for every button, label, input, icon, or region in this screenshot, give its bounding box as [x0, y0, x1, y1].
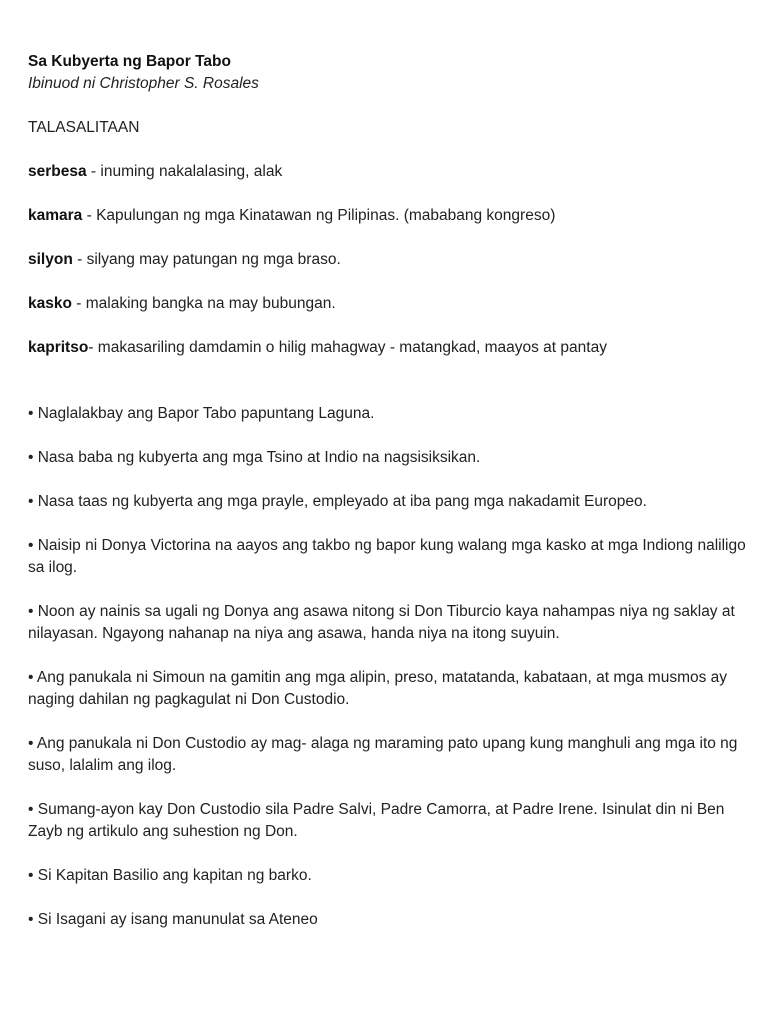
summary-bullet: • Si Isagani ay isang manunulat sa Ateneo — [28, 911, 318, 928]
vocab-definition: inuming nakalalasing, alak — [100, 163, 283, 180]
vocab-term: kasko — [28, 295, 72, 312]
vocab-term: kamara — [28, 207, 83, 224]
document-page — [28, 51, 748, 931]
vocab-separator: - — [71, 295, 86, 312]
vocab-term: serbesa — [28, 163, 87, 180]
vocabulary-list — [28, 161, 748, 359]
vocab-entry — [28, 337, 748, 359]
summary-bullet: • Nasa baba ng kubyerta ang mga Tsino at Indio na nagsisiksikan. — [28, 449, 481, 466]
vocab-separator: - — [88, 339, 98, 356]
vocab-definition: silyang may patungan ng mga braso. — [86, 251, 341, 268]
summary-bullet: • Ang panukala ni Simoun na gamitin ang mga alipin, preso, matatanda, kabataan, at mga musmos ay naging dahilan ng pagkagulat ni Don Custodio. — [28, 669, 728, 708]
vocab-entry — [28, 205, 748, 227]
summary-bullet: • Naisip ni Donya Victorina na aayos ang takbo ng bapor kung walang mga kasko at mga Indiong naliligo sa ilog. — [28, 537, 746, 576]
document-title: Sa Kubyerta ng Bapor Tabo — [28, 53, 231, 70]
vocab-term: silyon — [28, 251, 73, 268]
summary-bullet: • Sumang-ayon kay Don Custodio sila Padre Salvi, Padre Camorra, at Padre Irene. Isinulat din ni Ben Zayb ng artikulo ang suhestion ng Don. — [28, 801, 725, 840]
summary-bullet: • Naglalakbay ang Bapor Tabo papuntang Laguna. — [28, 405, 375, 422]
summary-bullet: • Ang panukala ni Don Custodio ay mag- alaga ng maraming pato upang kung manghuli ang mga ito ng suso, lalalim ang ilog. — [28, 735, 738, 774]
summary-bullet: • Noon ay nainis sa ugali ng Donya ang asawa nitong si Don Tiburcio kaya nahampas niya ng saklay at nilayasan. Ngayong nahanap na niya ang asawa, handa niya na itong suyuin. — [28, 603, 735, 642]
vocab-separator: - — [82, 207, 97, 224]
vocab-definition: Kapulungan ng mga Kinatawan ng Pilipinas. (mababang kongreso) — [96, 207, 556, 224]
vocab-entry — [28, 161, 748, 183]
summary-bullet: • Si Kapitan Basilio ang kapitan ng barko. — [28, 867, 312, 884]
vocab-term: kapritso — [28, 339, 89, 356]
vocab-separator: - — [86, 163, 101, 180]
vocab-separator: - — [72, 251, 87, 268]
vocab-definition: makasariling damdamin o hilig mahagway - matangkad, maayos at pantay — [97, 339, 607, 356]
vocab-entry — [28, 249, 748, 271]
vocab-definition: malaking bangka na may bubungan. — [85, 295, 336, 312]
summary-bullet-list — [28, 403, 748, 931]
vocab-entry — [28, 293, 748, 315]
document-author: Ibinuod ni Christopher S. Rosales — [28, 75, 259, 92]
section-heading: TALASALITAAN — [28, 119, 140, 136]
summary-bullet: • Nasa taas ng kubyerta ang mga prayle, empleyado at iba pang mga nakadamit Europeo. — [28, 493, 647, 510]
